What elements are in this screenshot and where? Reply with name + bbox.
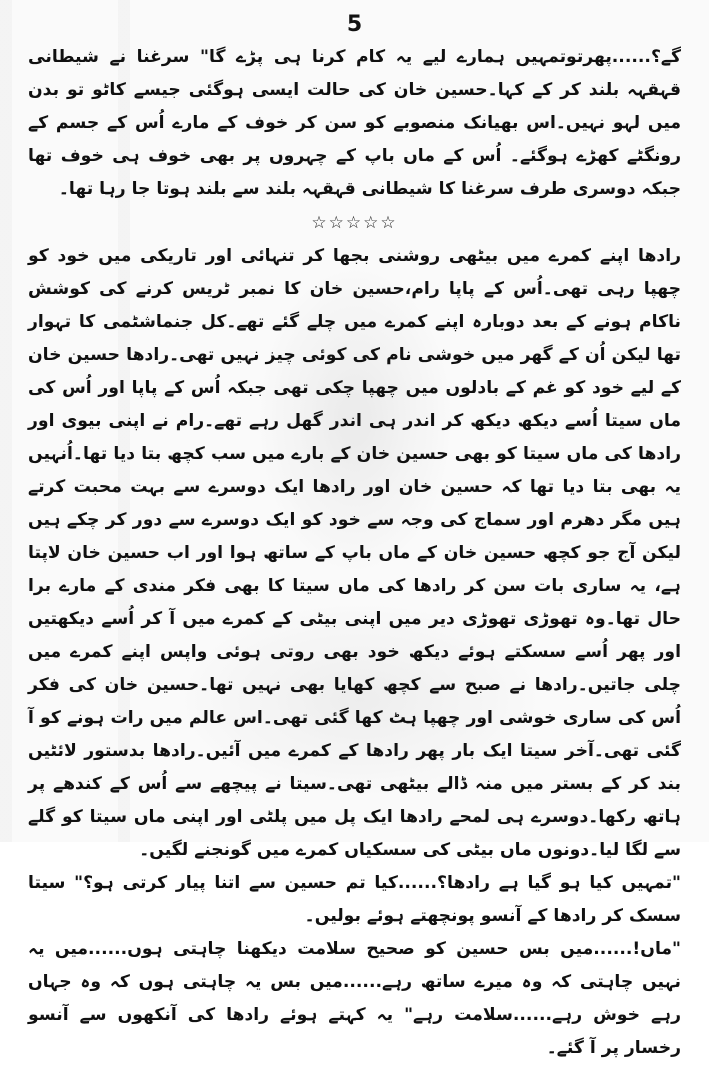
dialogue-line-radha: "ماں!......میں بس حسین کو صحیح سلامت دیکھنا چاہتی ہوں......میں یہ نہیں چاہتی کہ وہ میرے ساتھ رہے......میں بس یہ چاہتی ہوں کہ وہ جہاں رہے خوش رہے......سلامت رہے" یہ کہتے ہوئے رادھا کی آنکھوں سے آنسو رخسار پر آ گئے۔ (28, 939, 681, 1058)
paragraph-main-1: رادھا اپنے کمرے میں بیٹھی روشنی بجھا کر تنہائی اور تاریکی میں خود کو چھپا رہی تھی۔اُس کے پاپا رام،حسین خان کا نمبر ٹریس کرنے کی کوشش ناکام ہونے کے بعد دوبارہ اپنے کمرے میں چلے گئے تھے۔کل جنماشٹمی کا تہوار تھا لیکن اُن کے گھر میں خوشی نام کی کوئی چیز نہیں تھی۔رادھا حسین خان کے لیے خود کو غم کے بادلوں میں چھپا چکی تھی جبکہ اُس کے پاپا اور اُس کی ماں سیتا اُسے دیکھ دیکھ کر اندر ہی اندر گھل رہے تھے۔رام نے اپنی بیوی اور رادھا کی ماں سیتا کو بھی حسین خان کے بارے میں سب کچھ بتا دیا تھا۔اُنہیں یہ بھی بتا دیا تھا کہ حسین خان اور رادھا ایک دوسرے سے بہت محبت کرتے ہیں مگر دھرم اور سماج کی وجہ سے خود کو ایک دوسرے سے دور کر چکے ہیں لیکن آج جو کچھ حسین خان کے ماں باپ کے ساتھ ہوا اور اب حسین خان لاپتا ہے، یہ ساری بات سن کر رادھا کی ماں سیتا کا بھی فکر مندی کے مارے برا حال تھا۔وہ تھوڑی تھوڑی دیر میں اپنی بیٹی کے کمرے میں آ کر اُسے دیکھتیں اور پھر اُسے سسکتے ہوئے دیکھ خود بھی روتی ہوئی واپس اپنے کمرے میں چلی جاتیں۔رادھا نے صبح سے کچھ کھایا بھی نہیں تھا۔حسین خان کی فکر اُس کی ساری خوشی اور چھپا ہٹ کھا گئی تھی۔اس عالم میں رات ہونے کو آ گئی تھی۔آخر سیتا ایک بار پھر رادھا کے کمرے میں آئیں۔رادھا بدستور لائٹیں بند کر کے بستر میں منہ ڈالے بیٹھی تھی۔سیتا نے پیچھے سے اُس کے کندھے پر ہاتھ رکھا۔دوسرے ہی لمحے رادھا ایک پل میں پلٹی اور اپنی ماں سیتا کو گلے سے لگا لیا۔دونوں ماں بیٹی کی سسکیاں کمرے میں گونجنے لگیں۔ (28, 246, 681, 860)
page-number: 5 (346, 12, 363, 37)
document-page (28, 10, 681, 1058)
dialogue-line-sita: "تمہیں کیا ہو گیا ہے رادھا؟......کیا تم حسین سے اتنا پیار کرتی ہو؟" سیتا سسک کر رادھا کے آنسو پونچھتے ہوئے بولیں۔ (28, 873, 681, 926)
paragraph-top: گے؟......پھرتوتمہیں ہمارے لیے یہ کام کرنا ہی پڑے گا" سرغنا نے شیطانی قہقہہ بلند کر کے کہا۔حسین خان کی حالت ایسی ہوگئی جیسے کاٹو تو بدن میں لہو نہیں۔اس بھیانک منصوبے کو سن کر خوف کے مارے اُس کے جسم کے رونگٹے کھڑے ہوگئے۔ اُس کے ماں باپ کے چہروں پر بھی خوف ہی خوف تھا جبکہ دوسری طرف سرغنا کا شیطانی قہقہہ بلند سے بلند ہوتا جا رہا تھا۔ (28, 47, 681, 199)
section-separator: ☆☆☆☆☆ (311, 213, 398, 233)
